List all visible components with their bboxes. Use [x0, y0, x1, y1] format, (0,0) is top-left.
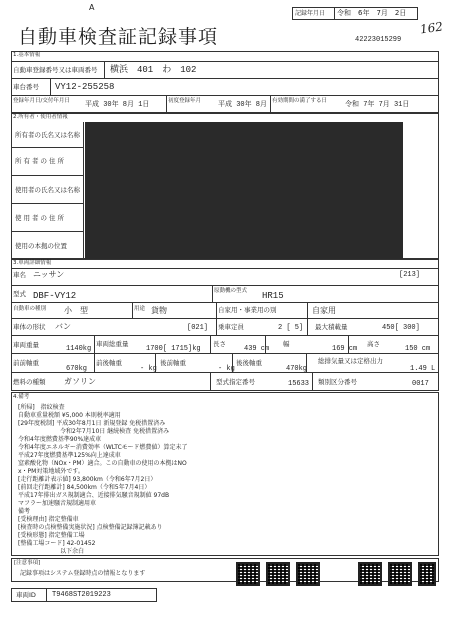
notice-text: 記録事項はシステム登録時点の情報となります	[20, 570, 146, 577]
model-label: 型式	[13, 290, 26, 298]
kind-value: 小 型	[64, 307, 88, 316]
record-date-label: 記録年月日	[295, 10, 326, 17]
maker-value: ニッサン	[33, 271, 65, 280]
fuel-value: ガソリン	[64, 378, 96, 387]
remark-line: 令和4年度エネルギー消費効率（WLTCモード燃費値）算定未了	[18, 444, 188, 451]
chassis-label: 車台番号	[13, 83, 39, 91]
qr-code-icon	[418, 562, 436, 586]
category-value: 0017	[412, 380, 429, 388]
remark-line: [検査時の点検整備実施状況] 点検整備記録簿記載あり	[18, 524, 163, 531]
reg-value: 横浜 401 わ 102	[110, 65, 197, 75]
first-reg-label: 登録年月日/交付年月日	[13, 98, 70, 104]
remark-line: [走行距離計表示値] 93,800km（令和6年7月2日）	[18, 476, 157, 483]
remark-line: [整備工場コード] 42-01452	[18, 540, 96, 547]
vehicle-id-label: 車両ID	[16, 591, 36, 599]
base-label: 使用の本拠の位置	[15, 242, 67, 250]
capacity-label: 乗車定員	[218, 323, 244, 331]
remark-line: [受検形態] 指定整備工場	[18, 532, 85, 539]
remark-line: [前回走行距離計] 84,500km（令和5年7月4日）	[18, 484, 151, 491]
first-year-label: 初度登録年月	[168, 98, 202, 104]
model-value: DBF-VY12	[33, 291, 77, 301]
body-value: バン	[55, 323, 71, 332]
redacted-block	[85, 122, 403, 260]
handwritten-number: 162	[419, 19, 444, 37]
reg-label: 自動車登録番号又は車両番号	[13, 66, 98, 74]
vehicle-weight-label: 車両重量	[13, 341, 39, 349]
fuel-label: 燃料の種類	[13, 378, 46, 386]
rr-weight-value: 470kg	[286, 365, 308, 373]
engine-label: 原動機の型式	[214, 288, 248, 294]
rf-weight-label: 後前軸重	[160, 359, 186, 367]
type-no-value: 15633	[288, 380, 310, 388]
remark-line: 平成27年度燃費基準125%向上達成車	[18, 452, 121, 459]
max-load-label: 最大積載量	[315, 323, 348, 331]
height-label: 高さ	[367, 340, 380, 348]
length-value: 439 cm	[244, 345, 270, 353]
private-label: 自家用・事業用の別	[218, 306, 277, 314]
remark-line: 平成17年排出ガス規制適合、近接排気騒音規制値 97dB	[18, 492, 170, 499]
notice-heading: [注意事項]	[14, 560, 41, 566]
remark-line: 自動車重量税額 ¥5,000 本則税率適用	[18, 412, 121, 419]
owner-address-label: 所有者の住所	[15, 157, 66, 165]
fr-weight-label: 前後軸重	[96, 359, 122, 367]
remark-line: [所帰] 指紋検査	[18, 404, 65, 411]
section2-heading: 2.所有者・使用者情報	[13, 114, 68, 120]
maker-code: [213]	[399, 271, 421, 279]
maker-label: 車名	[13, 271, 26, 279]
qr-code-icon	[266, 562, 290, 586]
user-name-label: 使用者の氏名又は名称	[15, 186, 80, 194]
max-load-value: 450[ 300]	[382, 324, 420, 332]
qr-code-icon	[358, 562, 382, 586]
expiry-label: 有効期間の満了する日	[272, 98, 328, 104]
section4-heading: 4.備考	[13, 394, 30, 400]
engine-value: HR15	[262, 291, 284, 301]
displacement-label: 総排気量又は定格出力	[318, 357, 383, 365]
height-value: 150 cm	[405, 345, 431, 353]
first-reg-value: 平成 30年 8月 1日	[85, 101, 150, 109]
remark-line: 窒素酸化物（NOx・PM）適合。この自動車の使用の本拠はNO	[18, 460, 187, 467]
width-label: 幅	[283, 340, 290, 348]
gross-weight-value: 1700[ 1715]kg	[146, 345, 201, 353]
section1-heading: 1.基本情報	[13, 52, 41, 58]
remark-line: 令和4年度燃費基準90%達成車	[18, 436, 102, 443]
rf-weight-value: - kg	[218, 365, 235, 373]
chassis-value: VY12-255258	[55, 82, 115, 92]
remark-line: マフラー加速騒音規制適用車	[18, 500, 97, 507]
type-no-label: 型式指定番号	[216, 378, 255, 386]
remark-line: [29年度税制] 平成30年8月1日 新規登録 免税措置済み	[18, 420, 166, 427]
body-code: [021]	[187, 324, 209, 332]
expiry-value: 令和 7年 7月 31日	[345, 101, 410, 109]
remark-line: 以下余白	[60, 548, 85, 555]
doc-number: 42223015299	[355, 36, 402, 44]
remark-line: 備考	[18, 508, 31, 515]
use-label: 用途	[134, 306, 146, 312]
body-label: 車体の形状	[13, 323, 46, 331]
use-value: 貨物	[151, 307, 167, 316]
ff-weight-label: 前前軸重	[13, 359, 39, 367]
vehicle-weight-value: 1140kg	[66, 345, 92, 353]
record-date-value: 令和 6年 7月 2日	[337, 9, 407, 17]
remark-line: [受検理由] 指定整備車	[18, 516, 79, 523]
section3-heading: 3.車両詳細情報	[13, 260, 52, 266]
fr-weight-value: - kg	[140, 365, 157, 373]
rr-weight-label: 後後軸重	[236, 359, 262, 367]
length-label: 長さ	[213, 340, 226, 348]
capacity-value: 2 [ 5]	[278, 324, 304, 332]
displacement-value: 1.49 L	[410, 365, 436, 373]
remark-line: 令和2年7月10日 継続検査 免税措置済み	[18, 428, 170, 435]
qr-code-icon	[296, 562, 320, 586]
qr-code-icon	[236, 562, 260, 586]
user-address-label: 使用者の住所	[15, 214, 66, 222]
top-letter: A	[89, 3, 95, 12]
ff-weight-value: 670kg	[66, 365, 88, 373]
width-value: 169 cm	[332, 345, 358, 353]
first-year-value: 平成 30年 8月	[218, 101, 268, 109]
owner-name-label: 所有者の氏名又は名称	[15, 131, 80, 139]
private-value: 自家用	[312, 307, 336, 316]
vehicle-id-value: T9468ST2019223	[52, 591, 111, 599]
remark-line: x・PM対策地域外です。	[18, 468, 84, 475]
kind-label: 自動車の種別	[13, 306, 47, 312]
qr-code-icon	[388, 562, 412, 586]
category-label: 類別区分番号	[318, 378, 357, 386]
gross-weight-label: 車両総重量	[96, 340, 129, 348]
page-title: 自動車検査証記録事項	[18, 26, 219, 48]
